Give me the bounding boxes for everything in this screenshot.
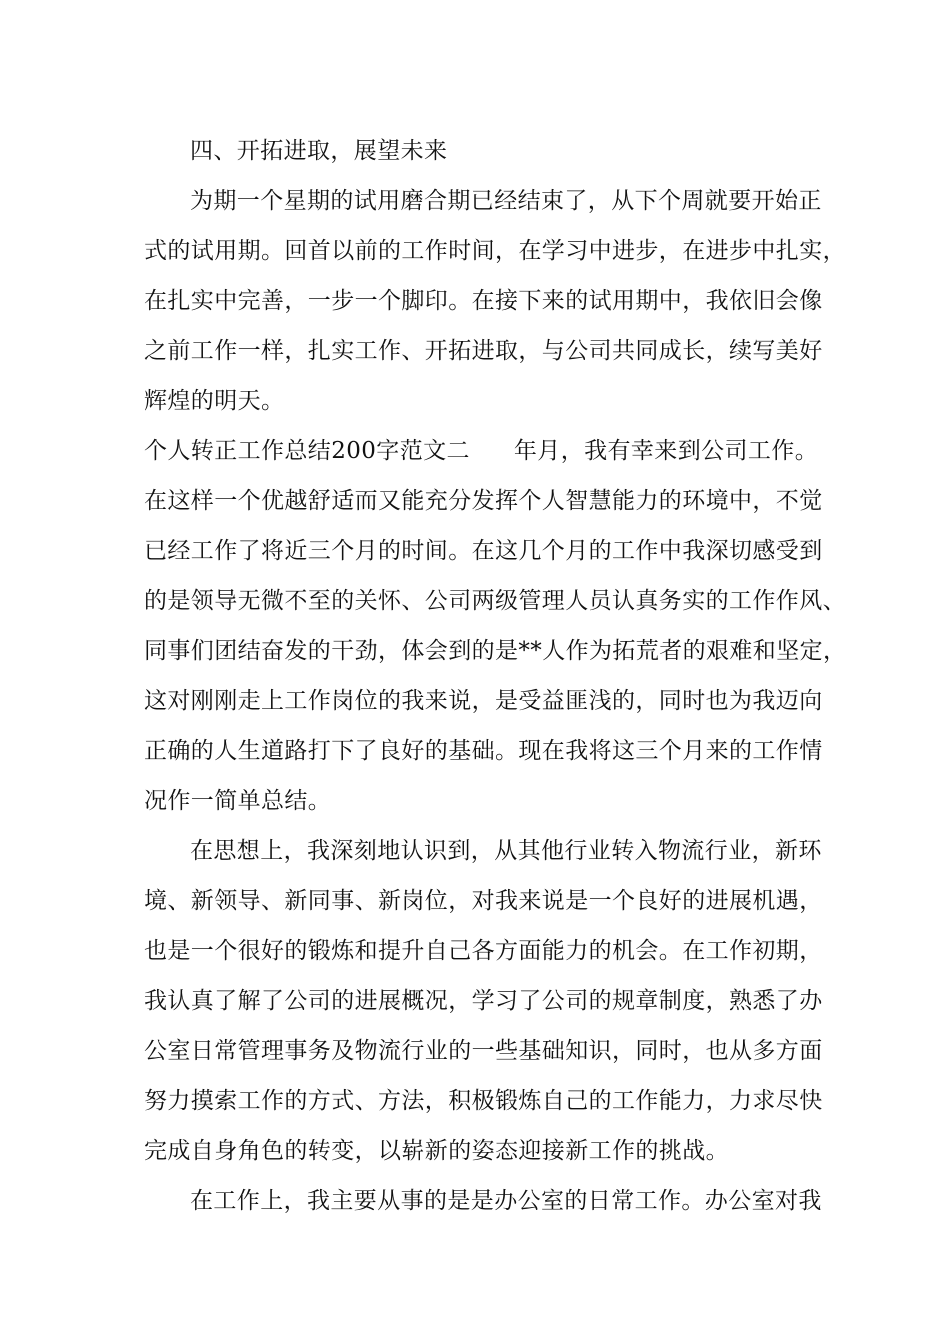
subtitle-line [144,436,824,466]
paragraph-line: 在这样一个优越舒适而又能充分发挥个人智慧能力的环境中，不觉 [144,488,823,514]
paragraph-line: 在思想上，我深刻地认识到，从其他行业转入物流行业，新环 [190,838,822,864]
paragraph-line: 辉煌的明天。 [144,388,285,414]
paragraph-line: 我认真了解了公司的进展概况，学习了公司的规章制度，熟悉了办 [144,988,823,1014]
paragraph-line: 已经工作了将近三个月的时间。在这几个月的工作中我深切感受到 [144,538,823,564]
section-heading: 四、开拓进取，展望未来 [190,138,448,164]
paragraph-line: 之前工作一样，扎实工作、开拓进取，与公司共同成长，续写美好 [144,338,823,364]
paragraph-line: 况作一简单总结。 [144,788,332,814]
paragraph-line: 式的试用期。回首以前的工作时间，在学习中进步，在进步中扎实， [144,238,846,264]
paragraph-line: 同事们团结奋发的干劲，体会到的是**人作为拓荒者的艰难和坚定， [144,638,847,664]
paragraph-line: 在工作上，我主要从事的是是办公室的日常工作。办公室对我 [190,1188,822,1214]
paragraph-line: 境、新领导、新同事、新岗位，对我来说是一个良好的进展机遇， [144,888,823,914]
paragraph-line: 这对刚刚走上工作岗位的我来说，是受益匪浅的，同时也为我迈向 [144,688,823,714]
paragraph-line: 正确的人生道路打下了良好的基础。现在我将这三个月来的工作情 [144,738,823,764]
paragraph-line: 为期一个星期的试用磨合期已经结束了，从下个周就要开始正 [190,188,822,214]
paragraph-line: 努力摸索工作的方式、方法，积极锻炼自己的工作能力，力求尽快 [144,1088,823,1114]
paragraph-line: 在扎实中完善，一步一个脚印。在接下来的试用期中，我依旧会像 [144,288,823,314]
paragraph-line: 完成自身角色的转变，以崭新的姿态迎接新工作的挑战。 [144,1138,729,1164]
paragraph-line: 的是领导无微不至的关怀、公司两级管理人员认真务实的工作作风、 [144,588,846,614]
paragraph-line: 也是一个很好的锻炼和提升自己各方面能力的机会。在工作初期， [144,938,823,964]
article-title: 个人转正工作总结200字范文二 [144,438,470,464]
paragraph-line: 公室日常管理事务及物流行业的一些基础知识，同时，也从多方面 [144,1038,823,1064]
title-tail: 年月，我有幸来到公司工作。 [513,438,819,464]
